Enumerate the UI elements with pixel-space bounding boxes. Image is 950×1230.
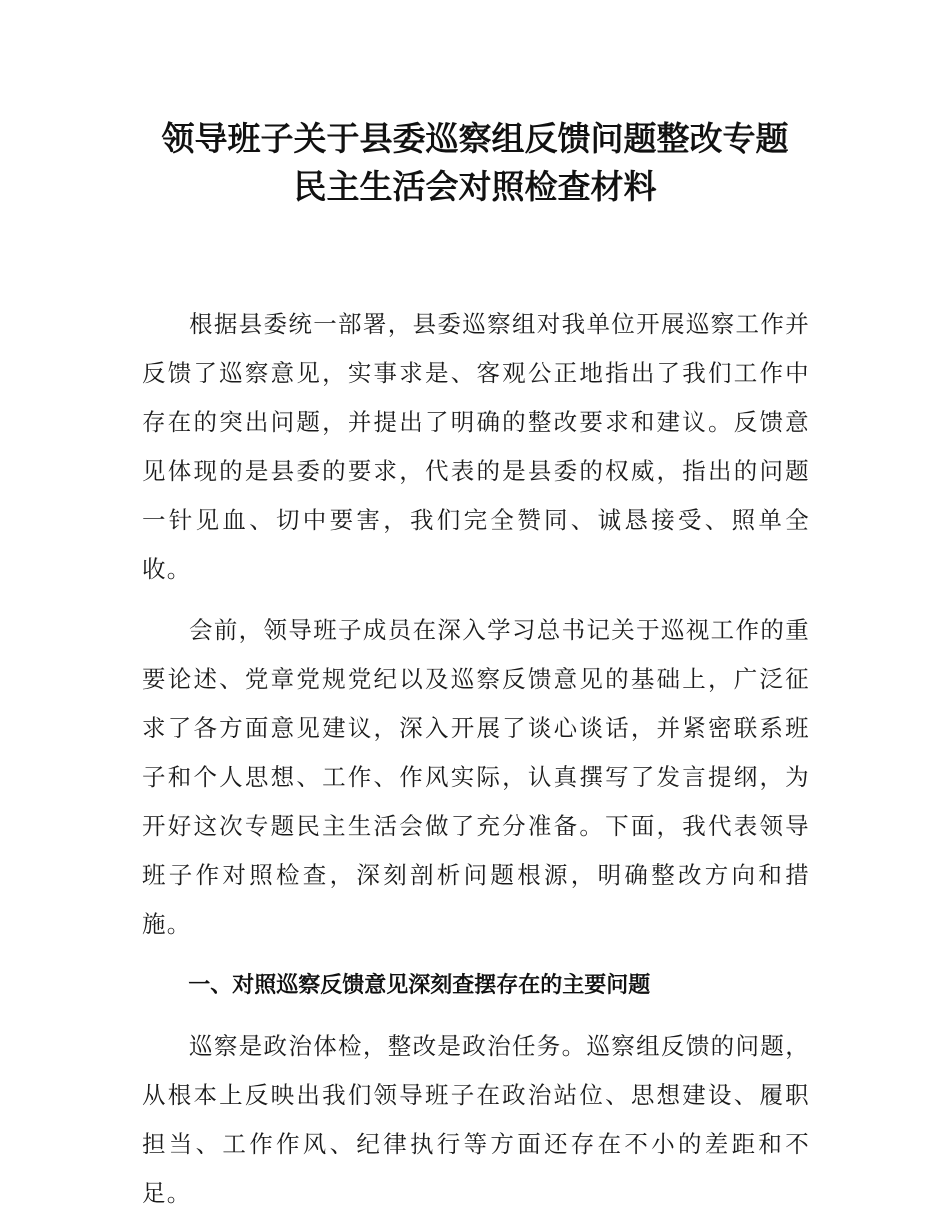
paragraph-section-1: 巡察是政治体检，整改是政治任务。巡察组反馈的问题，从根本上反映出我们领导班子在政治站位、思想建设、履职担当、工作作风、纪律执行等方面还存在不小的差距和不足。	[142, 1032, 810, 1207]
paragraph-preparation: 会前，领导班子成员在深入学习总书记关于巡视工作的重要论述、党章党规党纪以及巡察反馈意见的基础上，广泛征求了各方面意见建议，深入开展了谈心谈话，并紧密联系班子和个人思想、工作、作风实际，认真撰写了发言提纲，为开好这次专题民主生活会做了充分准备。下面，我代表领导班子作对照检查，深刻剖析问题根源，明确整改方向和措施。	[142, 616, 810, 938]
title-line-1: 领导班子关于县委巡察组反馈问题整改专题	[161, 119, 789, 158]
section-heading: 一、对照巡察反馈意见深刻查摆存在的主要问题	[188, 973, 651, 998]
document-title	[100, 115, 850, 211]
document-body	[142, 300, 810, 1230]
paragraph-intro: 根据县委统一部署，县委巡察组对我单位开展巡察工作并反馈了巡察意见，实事求是、客观公正地指出了我们工作中存在的突出问题，并提出了明确的整改要求和建议。反馈意见体现的是县委的要求，代表的是县委的权威，指出的问题一针见血、切中要害，我们完全赞同、诚恳接受、照单全收。	[142, 310, 810, 583]
title-line-2: 民主生活会对照检查材料	[293, 167, 657, 206]
